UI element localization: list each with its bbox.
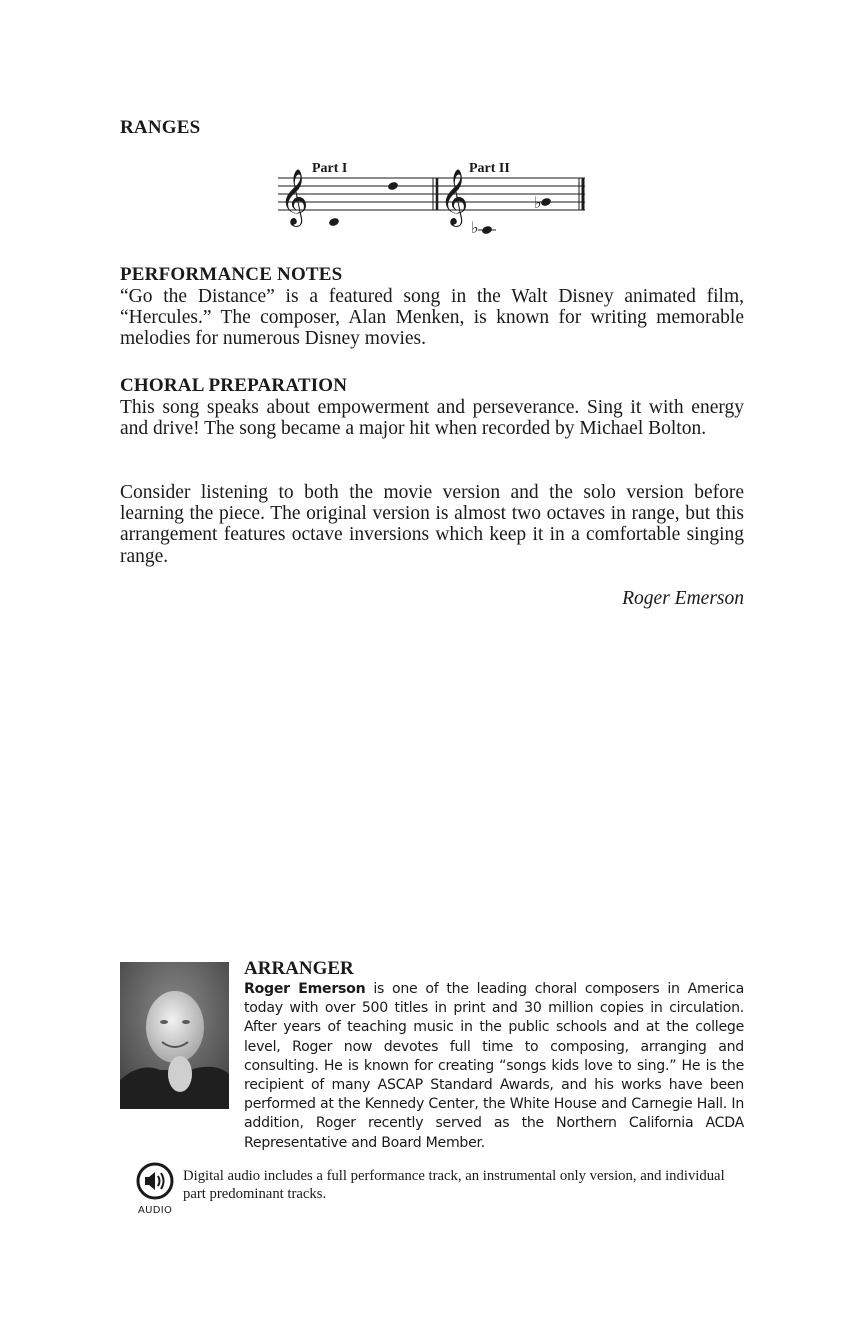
audio-description: Digital audio includes a full performance track, an instrumental only version, and individual part predominant tracks. (183, 1168, 725, 1202)
part1-label: Part I (312, 161, 348, 176)
part2-label: Part II (469, 161, 510, 176)
arranger-name: Roger Emerson (244, 981, 366, 997)
note-high (540, 197, 552, 207)
audio-speaker-icon (136, 1162, 174, 1200)
flat-icon: ♭ (534, 195, 542, 212)
performance-notes-heading: PERFORMANCE NOTES (120, 264, 343, 285)
arranger-heading: ARRANGER (244, 958, 354, 979)
performance-notes-text: “Go the Distance” is a featured song in the Walt Disney animated film, “Hercules.” The composer, Alan Menken, is known for writing memorable melodies for numerous Disney movies. (120, 286, 744, 350)
note-high (387, 181, 399, 191)
choral-preparation-paragraph-1: This song speaks about empowerment and perseverance. Sing it with energy and drive! The song became a major hit when recorded by Michael Bolton. (120, 397, 744, 440)
arranger-bio-text: is one of the leading choral composers in America today with over 500 titles in print and 30 million copies in circulation. After years of teaching music in the public schools and at the college level, Roger now devotes full time to composing, arranging and consulting. He is known for creating “songs kids love to sing.” He is the recipient of many ASCAP Standard Awards, and his works have been performed at the Kennedy Center, the White House and Carnegie Hall. In addition, Roger recently served as the Northern California ACDA Representative and Board Member. (244, 981, 744, 1151)
audio-label: AUDIO (138, 1205, 173, 1216)
arranger-photo (120, 962, 229, 1109)
note-low (481, 225, 493, 235)
ranges-staff (270, 155, 600, 245)
choral-preparation-paragraph-2: Consider listening to both the movie version and the solo version before learning the piece. The original version is almost two octaves in range, but this arrangement features octave inversions which keep it in a comfortable singing range. (120, 482, 744, 567)
signature: Roger Emerson (622, 588, 744, 609)
arranger-bio (244, 980, 744, 1153)
treble-clef-icon: 𝄞 (440, 171, 469, 224)
note-low (328, 217, 340, 227)
treble-clef-icon: 𝄞 (280, 171, 309, 224)
ranges-heading: RANGES (120, 117, 201, 138)
flat-icon: ♭ (471, 220, 479, 237)
choral-preparation-heading: CHORAL PREPARATION (120, 375, 348, 396)
